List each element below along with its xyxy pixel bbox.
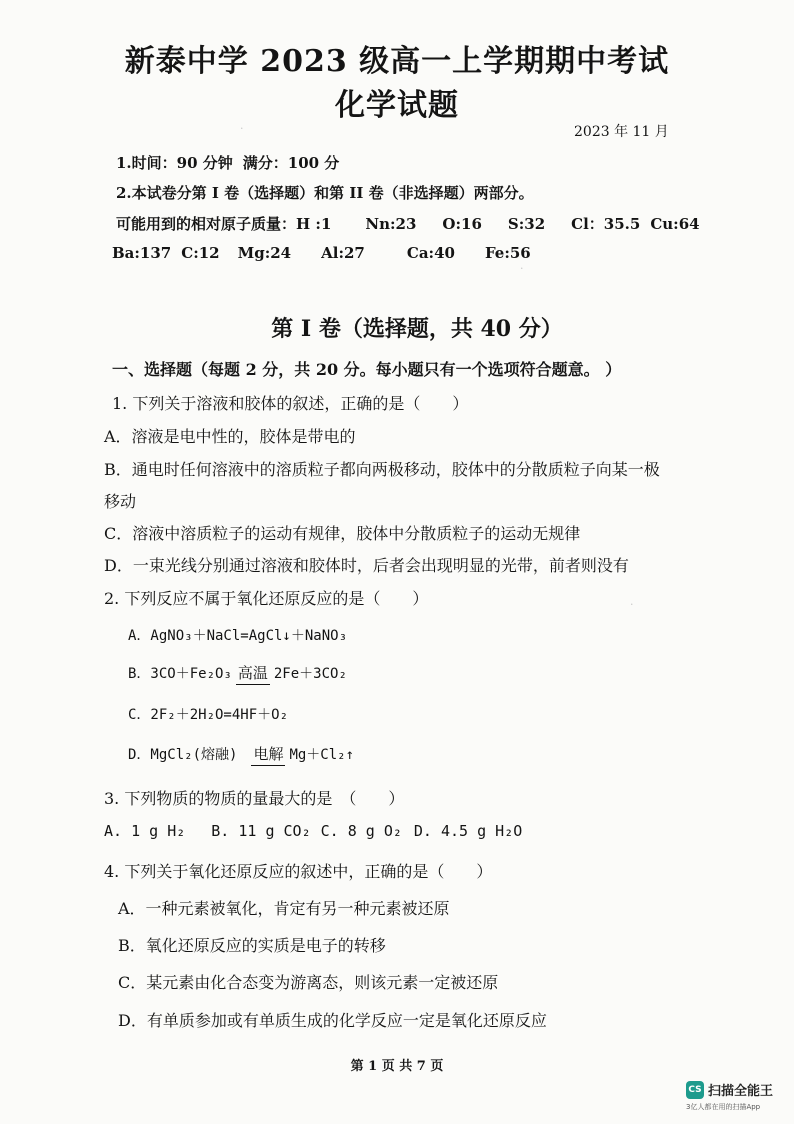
exam-date: 2023 年 11 月	[574, 124, 669, 140]
exam-full-score: 满分：100 分	[242, 154, 340, 172]
question-4-option-b: B．氧化还原反应的实质是电子的转移	[118, 936, 386, 955]
question-2-stem: 2. 下列反应不属于氧化还原反应的是（ ）	[104, 589, 429, 608]
question-3-stem: 3. 下列物质的物质的量最大的是 （ ）	[104, 789, 405, 808]
atomic-mass-label: 可能用到的相对原子质量：	[116, 215, 297, 233]
atomic-mass-item: Mg:24	[237, 244, 292, 262]
question-3-option-a: A. 1 g H₂	[104, 822, 186, 840]
atomic-mass-item: Nn:23	[365, 215, 417, 233]
question-1-option-d: D．一束光线分别通过溶液和胶体时，后者会出现明显的光带，前者则没有	[104, 556, 629, 575]
exam-duration: 1.时间：90 分钟	[116, 154, 233, 172]
equation-products: Mg＋Cl₂↑	[289, 747, 355, 763]
question-4-option-c: C．某元素由化合态变为游离态，则该元素一定被还原	[118, 973, 499, 992]
question-2-option-c: C．2F₂＋2H₂O=4HF＋O₂	[128, 707, 289, 723]
reaction-condition: 高温	[236, 662, 270, 685]
atomic-mass-row-1	[116, 213, 700, 234]
exam-structure-info: 2.本试卷分第 I 卷（选择题）和第 II 卷（非选择题）两部分。	[116, 184, 534, 202]
equation-products: 2Fe＋3CO₂	[273, 666, 347, 682]
question-2-option-d	[128, 743, 354, 766]
scanner-watermark	[686, 1080, 773, 1099]
page-footer: 第 1 页 共 7 页	[350, 1059, 444, 1074]
question-1-stem: 1. 下列关于溶液和胶体的叙述，正确的是（ ）	[112, 394, 469, 413]
atomic-mass-item: H :1	[296, 215, 332, 233]
atomic-mass-item: Cu:64	[650, 215, 700, 233]
question-4-option-a: A．一种元素被氧化，肯定有另一种元素被还原	[118, 899, 450, 918]
exam-time-info	[116, 152, 339, 173]
question-1-option-b: B．通电时任何溶液中的溶质粒子都向两极移动，胶体中的分散质粒子向某一极	[104, 460, 660, 479]
atomic-mass-item: C:12	[181, 244, 220, 262]
section-instruction: 一、选择题（每题 2 分，共 20 分。每小题只有一个选项符合题意。 ）	[112, 360, 622, 379]
equation-reactants: B．3CO＋Fe₂O₃	[128, 666, 232, 682]
question-3-option-c: C. 8 g O₂	[320, 822, 402, 840]
scan-speck: ·	[240, 122, 244, 135]
scan-speck: ·	[520, 262, 524, 275]
atomic-mass-item: O:16	[442, 215, 482, 233]
atomic-mass-item: Ca:40	[406, 244, 455, 262]
question-2-option-b	[128, 662, 347, 685]
question-4-option-d: D．有单质参加或有单质生成的化学反应一定是氧化还原反应	[118, 1011, 547, 1030]
atomic-mass-item: S:32	[507, 215, 546, 233]
scanner-app-name: 扫描全能王	[708, 1084, 774, 1099]
question-4-stem: 4. 下列关于氧化还原反应的叙述中，正确的是（ ）	[104, 862, 493, 881]
equation-reactants: D．MgCl₂(熔融)	[128, 747, 238, 763]
scanner-logo-icon: CS	[686, 1081, 704, 1099]
question-2-option-a: A．AgNO₃＋NaCl=AgCl↓＋NaNO₃	[128, 628, 348, 644]
atomic-mass-item: Cl：35.5	[571, 215, 641, 233]
atomic-mass-item: Ba:137	[112, 244, 172, 262]
question-1-option-b-continued: 移动	[104, 492, 137, 511]
scanner-tagline: 3亿人都在用的扫描App	[686, 1103, 761, 1111]
exam-subject-title: 化学试题	[335, 88, 459, 123]
question-1-option-c: C．溶液中溶质粒子的运动有规律，胶体中分散质粒子的运动无规律	[104, 524, 581, 543]
atomic-mass-item: Fe:56	[484, 244, 531, 262]
question-1-option-a: A．溶液是电中性的，胶体是带电的	[104, 427, 356, 446]
question-3-option-b: B. 11 g CO₂	[211, 822, 311, 840]
atomic-mass-item: Al:27	[321, 244, 365, 262]
atomic-mass-row-2	[112, 244, 531, 262]
exam-title: 新泰中学 2023 级高一上学期期中考试	[124, 44, 670, 79]
section-title: 第 I 卷（选择题，共 40 分）	[271, 316, 563, 342]
reaction-condition: 电解	[251, 743, 285, 766]
question-3-options	[104, 822, 522, 840]
scan-speck: ·	[630, 598, 634, 611]
question-3-option-d: D. 4.5 g H₂O	[413, 822, 523, 840]
